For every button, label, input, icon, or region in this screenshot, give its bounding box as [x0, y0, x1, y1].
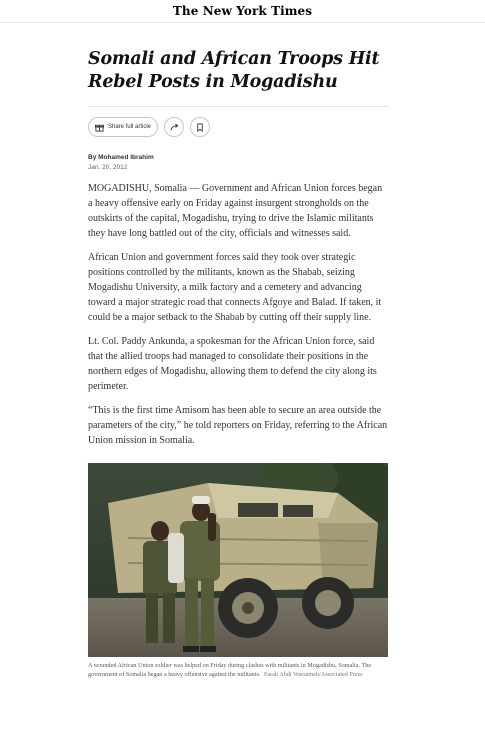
publish-date: Jan. 20, 2012 [88, 164, 128, 171]
nyt-logo[interactable]: The New York Times [172, 4, 313, 18]
share-button[interactable] [164, 117, 184, 137]
article-headline: Somali and African Troops Hit Rebel Posts in Mogadishu [88, 49, 380, 92]
byline[interactable]: By Mohamed Ibrahim [88, 154, 154, 161]
headline-divider [88, 106, 388, 107]
article [88, 48, 388, 679]
share-arrow-icon [170, 123, 179, 132]
share-full-article-label: Share full article [108, 124, 152, 130]
save-article-button[interactable] [190, 117, 210, 137]
article-paragraph: “This is the first time Amisom has been able to secure an area outside the parameters of the city,” he told reporters on Friday, referring to the African Union mission in Somalia. [88, 405, 388, 446]
gift-share-icon [95, 123, 104, 132]
bookmark-icon [196, 123, 204, 132]
article-actions [88, 117, 388, 137]
article-photo-figure [88, 463, 388, 679]
article-paragraph: MOGADISHU, Somalia — Government and African Union forces began a heavy offensive early on Friday against insurgent strongholds on the outskirts of the capital, Mogadishu, trying to drive the Islamic militants they have long battled out of the city, officials and witnesses said. [88, 183, 383, 239]
photo-credit: Farah Abdi Warsameh/Associated Press [263, 670, 363, 678]
masthead [0, 0, 485, 23]
article-paragraph: African Union and government forces said they took over strategic positions controlled by the militants, known as the Shabab, seizing Mogadishu University, a milk factory and a cemetery and advancing toward a major strategic road that connects Afgoye and Balad. If taken, it could be a major setback to the Shabab by cutting off their supply line. [88, 252, 382, 323]
article-body [88, 181, 388, 448]
photo-caption [88, 662, 388, 679]
photo-caption-text: A wounded African Union soldier was helped on Friday during clashes with militants in Mogadishu, Somalia. The government of Somalia began a heavy offensive against the militants. [88, 662, 372, 678]
article-photo [88, 463, 388, 657]
article-paragraph: Lt. Col. Paddy Ankunda, a spokesman for the African Union force, said that the allied troops had managed to consolidate their positions in the northern edges of Mogadishu, allowing them to defend the city along its perimeter. [88, 336, 377, 392]
share-full-article-button[interactable] [88, 117, 158, 137]
